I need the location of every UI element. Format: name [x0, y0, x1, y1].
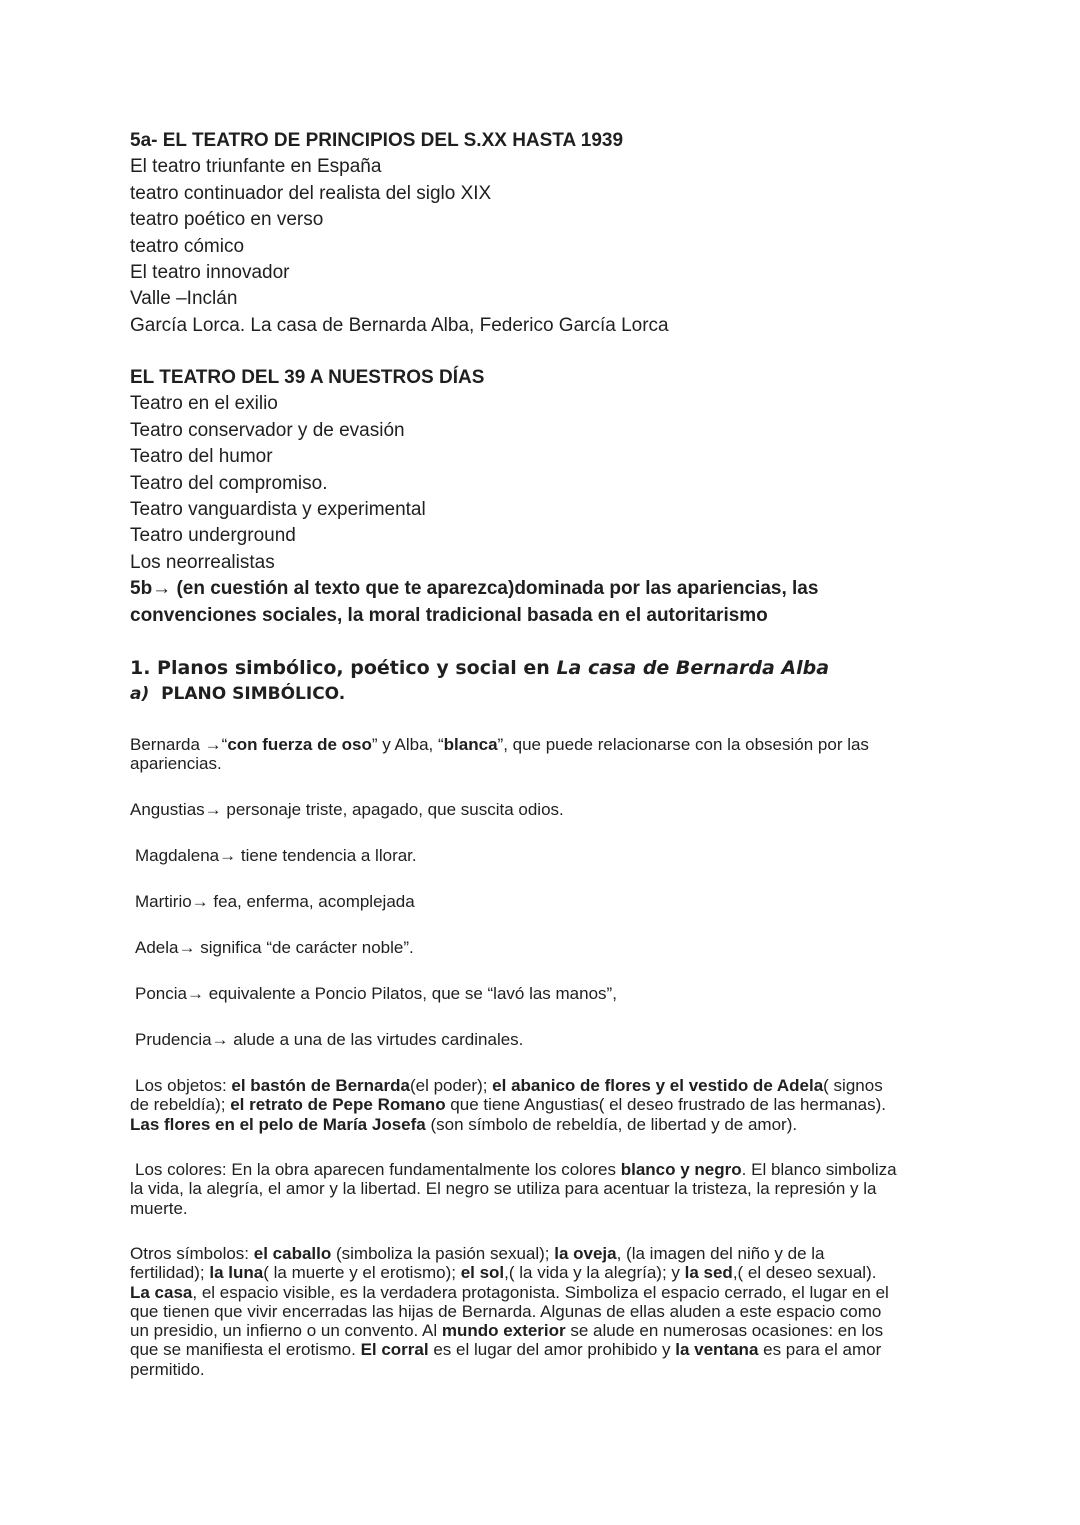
text-run: muerte. — [130, 1198, 188, 1218]
bold-run: blanco y negro — [620, 1160, 742, 1179]
text-run: que tiene Angustias( el deseo frustrado de las hermanas). — [445, 1095, 886, 1115]
bold-run: la oveja — [554, 1244, 617, 1263]
bold-run: mundo exterior — [441, 1321, 566, 1341]
text-run: ”, que puede relacionarse con la obsesión por las — [497, 735, 869, 754]
bold-run: el abanico de flores y el vestido de Adela — [492, 1076, 824, 1095]
text-run: Bernarda →“ — [130, 735, 228, 754]
paragraph-colores — [130, 1160, 960, 1218]
character-magdalena: Magdalena→ tiene tendencia a llorar. — [135, 846, 417, 865]
character-adela: Adela→ significa “de carácter noble”. — [135, 938, 414, 957]
text-run: Los objetos: — [135, 1076, 232, 1095]
list-item: teatro poético en verso — [130, 209, 324, 231]
text-run: de rebeldía); — [130, 1095, 231, 1115]
text-run: que se manifiesta el erotismo. — [130, 1340, 361, 1360]
list-item: El teatro triunfante en España — [130, 156, 382, 178]
character-martirio: Martirio→ fea, enferma, acomplejada — [135, 892, 415, 911]
sub-label: a) — [130, 684, 150, 704]
bold-run: el caballo — [253, 1244, 332, 1263]
text-run: , el espacio visible, es la verdadera protagonista. Simboliza el espacio cerrado, el lugar en el — [192, 1282, 889, 1302]
sub-heading: PLANO SIMBÓLICO. — [161, 684, 346, 704]
bold-run: blanca — [443, 735, 498, 754]
text-run: ( signos — [823, 1076, 883, 1095]
text-run: ” y Alba, “ — [371, 735, 444, 754]
list-item: Teatro underground — [130, 525, 296, 547]
text-run: es el lugar del amor prohibido y — [428, 1340, 676, 1360]
bold-run: El corral — [360, 1340, 429, 1360]
section-title: EL TEATRO DEL 39 A NUESTROS DÍAS — [130, 367, 485, 388]
paragraph-objetos — [130, 1076, 960, 1134]
text-run: se alude en numerosas ocasiones: en los — [565, 1321, 884, 1341]
character-poncia: Poncia→ equivalente a Poncio Pilatos, que se “lavó las manos”, — [135, 984, 617, 1003]
text-run: (simboliza la pasión sexual); — [331, 1244, 555, 1263]
bold-run: el sol — [460, 1263, 505, 1283]
bold-run: con fuerza de oso — [227, 735, 372, 754]
character-prudencia: Prudencia→ alude a una de las virtudes cardinales. — [135, 1030, 524, 1049]
list-item: Teatro vanguardista y experimental — [130, 499, 426, 521]
bold-run: el retrato de Pepe Romano — [230, 1095, 446, 1115]
bold-run: la sed — [684, 1263, 733, 1283]
bold-run: la ventana — [675, 1340, 759, 1360]
text-run: ( la muerte y el erotismo); — [263, 1263, 461, 1283]
list-item: teatro cómico — [130, 235, 245, 257]
plano-simbolico-body — [130, 0, 960, 1525]
note-5b-line2: convenciones sociales, la moral tradicional basada en el autoritarismo — [130, 604, 768, 626]
text-run: apariencias. — [130, 754, 222, 774]
list-item: Teatro conservador y de evasión — [130, 419, 405, 441]
text-run: Los colores: En la obra aparecen fundamentalmente los colores — [135, 1160, 621, 1179]
text-run: Otros símbolos: — [130, 1244, 254, 1263]
list-item: teatro continuador del realista del siglo XIX — [130, 182, 492, 204]
text-run: fertilidad); — [130, 1263, 210, 1283]
section-title: 5a- EL TEATRO DE PRINCIPIOS DEL S.XX HASTA 1939 — [130, 130, 624, 151]
list-item: García Lorca. La casa de Bernarda Alba, Federico García Lorca — [130, 314, 669, 336]
list-item: Teatro en el exilio — [130, 393, 278, 415]
text-run: la vida, la alegría, el amor y la libertad. El negro se utiliza para acentuar la tristeza, la represión y la — [130, 1179, 877, 1199]
list-item: Valle –Inclán — [130, 288, 238, 310]
character-angustias: Angustias→ personaje triste, apagado, que suscita odios. — [130, 800, 564, 819]
text-run: un presidio, un infierno o un convento. Al — [130, 1321, 442, 1341]
text-run: permitido. — [130, 1359, 205, 1379]
bold-run: Las flores en el pelo de María Josefa — [130, 1114, 426, 1134]
bold-run: La casa — [130, 1282, 193, 1302]
list-item: Los neorrealistas — [130, 551, 275, 573]
note-5b-line1: 5b→ (en cuestión al texto que te aparezca)dominada por las apariencias, las — [130, 578, 819, 600]
text-run: (el poder); — [409, 1076, 493, 1095]
text-run: . El blanco simboliza — [741, 1160, 897, 1179]
list-item: El teatro innovador — [130, 262, 290, 284]
text-run: ,( el deseo sexual). — [732, 1263, 877, 1283]
planes-heading-prefix: 1. Planos simbólico, poético y social en — [130, 657, 557, 679]
text-run: ,( la vida y la alegría); y — [504, 1263, 685, 1283]
work-title: La casa de Bernarda Alba — [556, 657, 830, 679]
text-run: , (la imagen del niño y de la — [616, 1244, 825, 1263]
list-item: Teatro del compromiso. — [130, 472, 328, 494]
text-run: es para el amor — [758, 1340, 882, 1360]
text-run: (son símbolo de rebeldía, de libertad y de amor). — [425, 1114, 798, 1134]
bold-run: el bastón de Bernarda — [231, 1076, 410, 1095]
bold-run: la luna — [209, 1263, 264, 1283]
paragraph-otros-simbolos — [130, 1244, 960, 1379]
paragraph-bernarda — [130, 735, 960, 774]
list-item: Teatro del humor — [130, 446, 273, 468]
text-run: que tienen que vivir encerradas las hijas de Bernarda. Algunas de ellas aluden a este espacio como — [130, 1301, 882, 1321]
